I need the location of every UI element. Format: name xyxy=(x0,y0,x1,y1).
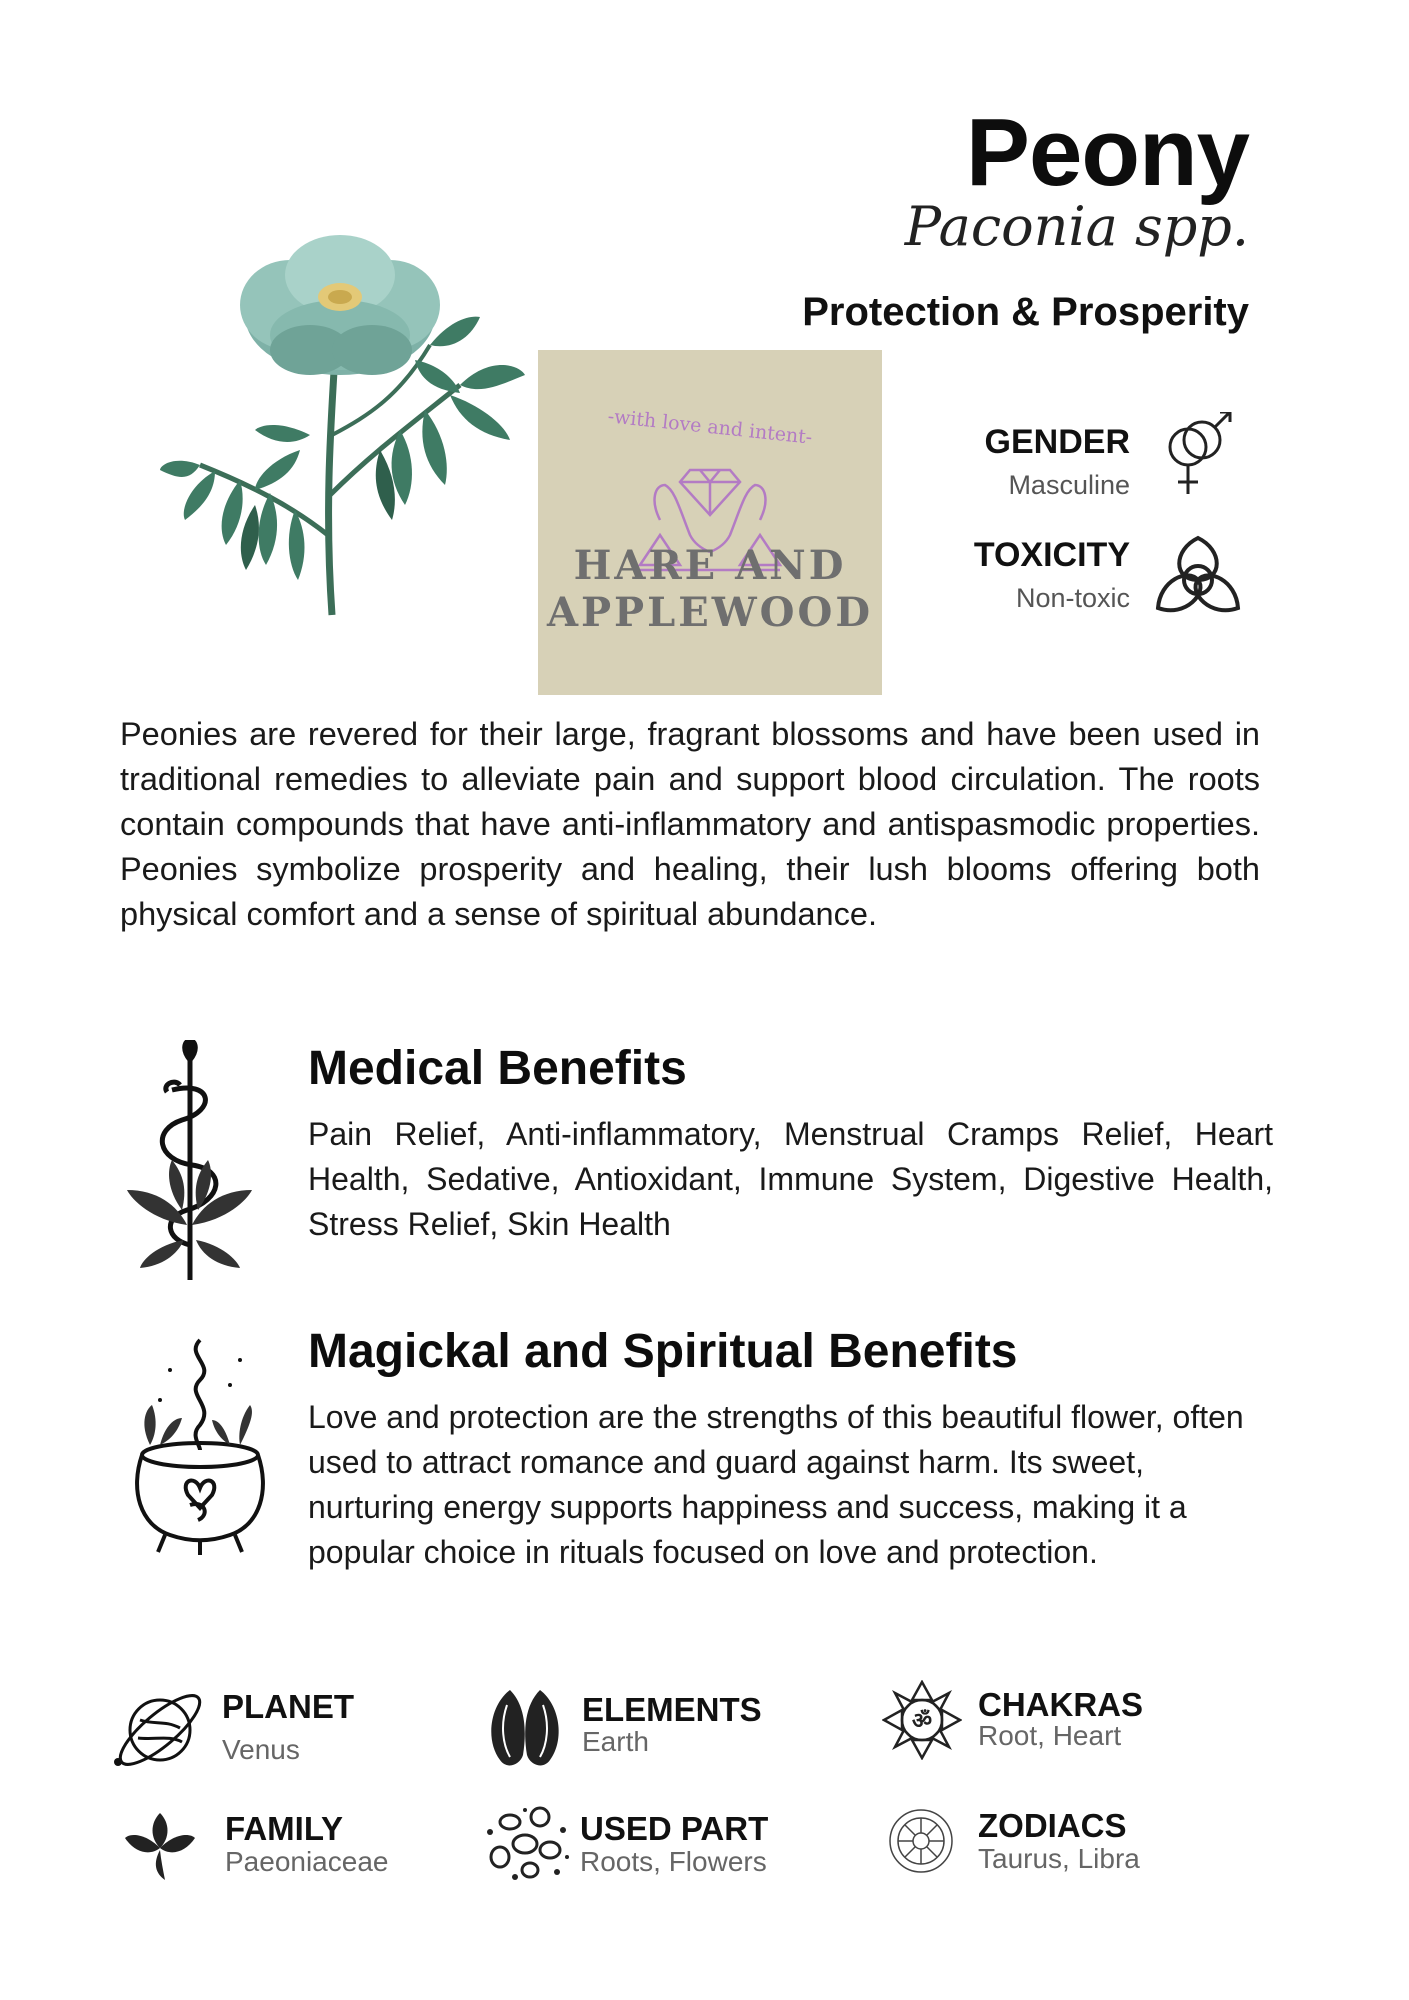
lotus-icon xyxy=(125,1808,195,1883)
peony-illustration xyxy=(160,235,530,625)
family-label: FAMILY xyxy=(225,1810,343,1847)
used-part-label: USED PART xyxy=(580,1810,769,1847)
zodiacs-value: Taurus, Libra xyxy=(978,1843,1140,1874)
logo-name: HARE AND APPLEWOOD xyxy=(546,542,874,637)
tagline: Protection & Prosperity xyxy=(802,290,1249,334)
chakras-value: Root, Heart xyxy=(978,1720,1122,1751)
magickal-benefits-title: Magickal and Spiritual Benefits xyxy=(308,1325,1018,1378)
gender-value: Masculine xyxy=(1008,470,1130,500)
svg-text:ॐ: ॐ xyxy=(911,1709,933,1734)
serpent-staff-icon xyxy=(122,1040,257,1290)
logo-tagline: -with love and intent- xyxy=(606,405,814,449)
used-part-value: Roots, Flowers xyxy=(580,1846,767,1877)
family-value: Paeoniaceae xyxy=(225,1846,389,1877)
gender-symbol-icon xyxy=(1158,412,1238,512)
medical-benefits-body: Pain Relief, Anti-inflammatory, Menstrual Cramps Relief, Heart Health, Sedative, Antioxidant, Immune System, Digestive Health, Stress Relief, Skin Health xyxy=(308,1116,1273,1242)
zodiacs-label: ZODIACS xyxy=(978,1807,1127,1844)
triquetra-icon xyxy=(1148,530,1248,625)
planet-label: PLANET xyxy=(222,1688,354,1725)
planet-icon xyxy=(110,1680,210,1780)
chakra-icon xyxy=(882,1680,962,1760)
page-title: Peony xyxy=(965,99,1249,206)
elements-label: ELEMENTS xyxy=(582,1691,762,1728)
description: Peonies are revered for their large, fragrant blossoms and have been used in traditional remedies to alleviate pain and support blood circulation. The roots contain compounds that have anti-inflammatory and antispasmodic properties. Peonies symbolize prosperity and healing, their lush blooms offering both physical comfort and a sense of spiritual abundance. xyxy=(120,716,1260,932)
scientific-name: Paconia spp. xyxy=(904,195,1249,258)
seeds-icon xyxy=(485,1802,570,1882)
magickal-benefits-body: Love and protection are the strengths of this beautiful flower, often used to attract romance and guard against harm. Its sweet, nurturing energy supports happiness and success, making it a popular choice in rituals focused on love and protection. xyxy=(308,1399,1244,1570)
planet-value: Venus xyxy=(222,1734,300,1765)
gender-label: GENDER xyxy=(984,423,1130,461)
toxicity-label: TOXICITY xyxy=(973,536,1130,574)
medical-benefits-title: Medical Benefits xyxy=(308,1042,687,1095)
elements-icon xyxy=(485,1685,565,1770)
toxicity-value: Non-toxic xyxy=(1015,583,1130,613)
elements-value: Earth xyxy=(582,1726,649,1757)
zodiac-wheel-icon xyxy=(888,1808,954,1874)
brand-logo xyxy=(538,350,882,695)
cauldron-icon xyxy=(130,1330,270,1570)
chakras-label: CHAKRAS xyxy=(978,1686,1143,1723)
